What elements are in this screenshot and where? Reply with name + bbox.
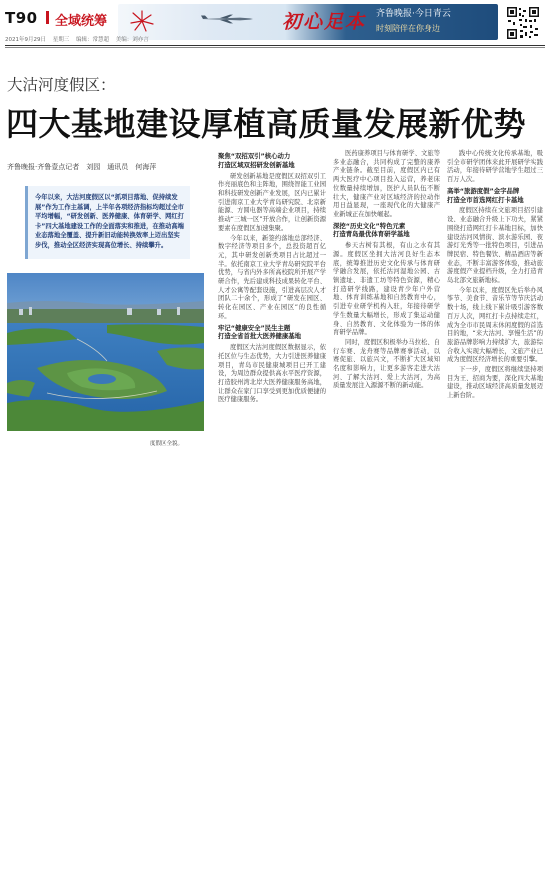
article-paragraph: 今年以来，新签约落地总部经济、数字经济等项目多个，总投资超百亿元，其中研发创新类项目占比超过一半。依托南京工业大学青岛研究院平台优势，与省内外多所高校院所开展产学研合作，先后建成科技成果转化平台、人才公寓等配套设施，引进高层次人才团队二十余个，形成了“研发在园区、转化在园区、产业在园区”的良性循环。 xyxy=(218,234,326,320)
banner-slogan: 初心足本 xyxy=(282,11,367,33)
section-heading: 打造区域双招研发创新基地 xyxy=(218,160,295,169)
qr-code-icon xyxy=(506,6,540,40)
section-heading: 聚焦“双招双引”核心动力 xyxy=(218,152,291,160)
date-line xyxy=(5,35,154,43)
firework-icon xyxy=(129,10,155,32)
masthead xyxy=(0,0,550,50)
airplane-icon xyxy=(200,14,254,24)
issue-date: 2021年9月29日 xyxy=(5,37,46,43)
masthead-banner xyxy=(118,4,498,40)
lead-text: 今年以来，大沽河度假区以“抓项目落地、促持续发展”作为工作主基调，上半年各项经济指标均超过全市平均增幅，“研发创新、医养健康、体育研学、网红打卡”四大基地建设工作的全面落实和推进，在推动高端业态落地全覆盖、提升新旧动能转换效率上迈出坚实步伐，推动全区经济实现高位增长、持续攀升。 xyxy=(35,194,184,249)
article-paragraph: 同时，度假区积极举办马拉松、自行车赛、龙舟赛等品牌赛事活动，以赛促旅、以旅兴文，不断扩大区域知名度和影响力，让更多游客走进大沽河、了解大沽河、爱上大沽河，为高质量发展注入源源不断的新动能。 xyxy=(333,338,440,390)
article-column-1 xyxy=(218,150,326,406)
article-column-3 xyxy=(447,150,543,402)
resort-aerial-photo xyxy=(7,273,204,431)
article-paragraph: 下一步，度假区将继续坚持项目为王、招商为要，深化四大基地建设，推动区域经济高质量发展迈上新台阶。 xyxy=(447,366,543,400)
section-heading: 高举“旅游度假”金字品牌 xyxy=(447,186,520,195)
article-paragraph: 今年以来，度假区先后举办风筝节、美食节、音乐节等节庆活动数十场，线上线下累计吸引游客数百万人次，网红打卡点持续走红，成为全市市民周末休闲度假的首选目的地，“来大沽河、享慢生活”的旅游品牌影响力持续扩大，旅游综合收入实现大幅增长，文旅产业已成为度假区经济增长的重要引擎。 xyxy=(447,286,543,364)
article-paragraph: 研发创新基地是度假区双招双引工作亮丽底色和主阵地，围绕智能工业园和科技研发创新产业发展，区内已累计引进南京工业大学青岛研究院、北京新能源、方圆电器等高端企业项目，持续推动“三城一区”开放合作，让创新资源要素在度假区加速集聚。 xyxy=(218,172,326,232)
section-heading: 牢记“健康安全”民生主题 xyxy=(218,323,291,332)
article-paragraph: 度假区持续在文旅项目招引建设、业态融合升级上下功夫，紧紧围绕打造网红打卡基地目标，加快建设沽河风情街、滨水游乐园、夜游灯光秀等一批特色项目，引进品牌民宿、特色餐饮、精品酒店等新业态，不断丰富游客体验，推动旅游度假产业提档升级，全力打造青岛北部文旅新地标。 xyxy=(447,207,543,285)
article-subtitle: 大沽河度假区： xyxy=(7,76,116,94)
issue-proof: 美编：刘亦言 xyxy=(115,37,149,43)
resort-aerial-image xyxy=(7,273,204,431)
article-paragraph: 度假区大沽河度假区数据显示，依托区位与生态优势，大力引进医养健康项目，青岛市民健康城项目已开工建设，为周边群众提供高水平医疗资源，打造胶州湾北岸大医养健康服务高地，让群众在家门口享受到更加优质便捷的医疗健康服务。 xyxy=(218,344,326,404)
section-heading: 打造全市首选网红打卡基地 xyxy=(447,195,524,204)
masthead-rule-thin xyxy=(5,47,545,48)
article-column-2 xyxy=(333,150,440,392)
lead-box xyxy=(25,186,190,259)
article-paragraph: 参天古树有其根，有山之水有其源。度假区坐拥大沽河良好生态本底，统筹推进历史文化传承与体育研学融合发展，依托沽河湿地公园、古镇遗址、非遗工坊等特色资源，精心打造研学线路，建设青少年户外营地、体育训练基地和自然教育中心，引进专业研学机构入驻，年接待研学学生数量大幅增长，形成了集运动健身、自然教育、文化体验为一体的体育研学品牌。 xyxy=(333,242,440,337)
section-heading: 打造全省首批大医养健康基地 xyxy=(218,332,302,341)
section-heading: 打造青岛最优体育研学基地 xyxy=(333,230,410,239)
article-paragraph: 践中心传统文化传承基地，吸引全市研学团体来此开展研学实践活动，年接待研学营地学生超过三百万人次。 xyxy=(447,150,543,184)
issue-editor: 编辑：常慧超 xyxy=(76,37,110,43)
page-number: T90 xyxy=(5,9,38,27)
issue-weekday: 星期三 xyxy=(52,37,70,43)
masthead-rule xyxy=(5,45,545,46)
section-marker xyxy=(46,11,49,24)
banner-host: 时刻陪伴在你身边 xyxy=(376,24,440,33)
photo-caption: 度假区全貌。 xyxy=(150,441,184,447)
article-headline: 四大基地建设厚植高质量发展新优势 xyxy=(6,105,527,143)
article-paragraph: 医药康养项目与体育研学、文旅等多业态融合，共同构成了完整的康养产业链条。截至目前，度假区内已有两大医疗中心项目投入运营，养老床位数量持续增加，医护人员队伍不断壮大，健康产业对区域经济的拉动作用日益显现，一座现代化的大健康产业新城正在加快崛起。 xyxy=(333,150,440,218)
article-byline: 齐鲁晚报·齐鲁壹点记者 刘园 通讯员 何海萍 xyxy=(7,163,157,171)
section-name: 全域统筹 xyxy=(55,14,108,29)
section-heading: 深挖“历史文化”特色元素 xyxy=(333,221,406,230)
banner-brand: 齐鲁晚报·今日青云 xyxy=(376,9,451,19)
